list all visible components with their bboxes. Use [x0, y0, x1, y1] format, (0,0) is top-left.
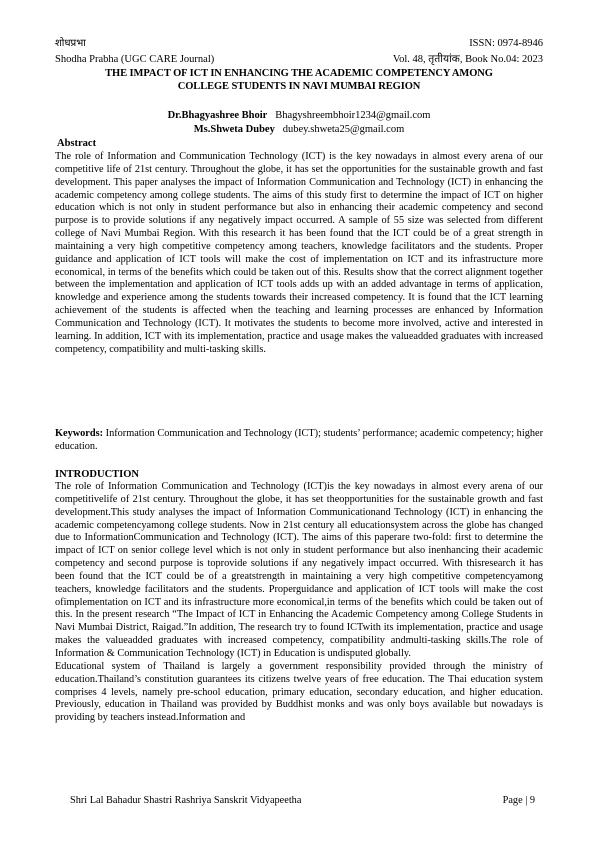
journal-hindi-name: शोधप्रभा [55, 38, 86, 49]
intro-paragraph-2: Educational system of Thailand is largely a government responsibility provided through the ministry of education.Thailand’s constitution guarantees its citizens twelve years of free education. The Thai education system comprises 4 levels, namely pre-school education, primary education, secondary education, and higher education. Previously, education in Thailand was provided by Buddhist monks and was only boys available but nowadays is providing by teachers instead.Information and [55, 660, 543, 724]
abstract-text: The role of Information and Communication Technology (ICT) is the key nowadays in almost every arena of our competitive life of 21st century. Throughout the globe, it has set the opportunities for the sustainable growth and fast development. This paper analyses the impact of Information Communication and Technology (ICT) in enhancing the academic competency among college students. The aims of this study first to determine the impact of ICT on higher education which is not only in student performance but also in enhancing their academic competency and second purpose is to provide solutions if any negatively impact occurred. A sample of 55 size was selected from different college of Navi Mumbai Region. With this research it has been found that the ICT could be of a great strength in maintaining a very high competitive competency among teachers, knowledge facilitators and the students. Proper guidance and application of ICT tools will make the cost of implementation on ICT and its infrastructure more economical, in terms of the benefits which could be taken out of this. Results show that the correct alignment together between the implementation and application of ICT tools adds up with an added advantage in terms of application, knowledge and experience among the students towards their increased competency. It is found that the ICT learning achievement of the students is affected when the teaching and learning processes are enhanced by Information Communication and Technology (ICT). It motivates the students to become more involved, active and interested in learning. In addition, ICT with its implementation, practice and usage makes the valueadded graduates with increased competency, compatibility and multi-tasking skills. [55, 151, 543, 355]
title-line-1: THE IMPACT OF ICT IN ENHANCING THE ACADEMIC COMPETENCY AMONG [105, 68, 493, 79]
author-1-email: Bhagyshreembhoir1234@gmail.com [275, 110, 431, 121]
volume-info: Vol. 48, तृतीयांक, Book No.04: 2023 [392, 54, 543, 65]
keywords-list: Information Communication and Technology (ICT); students’ performance; academic competency; higher education. [55, 428, 543, 452]
abstract-heading: Abstract [57, 138, 97, 149]
keywords [55, 428, 543, 454]
author-block [55, 109, 543, 136]
intro-paragraph-1: The role of Information Communication and Technology (ICT)is the key nowadays in almost every arena of our competitivelife of 21st century. Throughout the globe, it has set theopportunities for the sustainable growth and fast development.This study analyses the impact of Information Communicationand Technology (ICT) in enhancing the academic competencyamong college students. Now in 21st century all educationsystem across the globe has changed due to InformationCommunication and Technology (ICT). The aims of this paperare two-fold: first to determine the impact of ICT on senior college level which is not only in student performance but also inenhancing their academic competency and second purpose is toprovide solutions if any negatively impact occurred. With thisresearch it has been found that the ICT could be of a greatstrength in maintaining a very high competitive competencyamong teachers, knowledge facilitators and the students. Properguidance and application of ICT tools will make the cost ofimplementation on ICT and its infrastructure more economical,in terms of the benefits which could be taken out of this. In the present research “The Impact of ICT in Enhancing the Academic Competency among College Students in Navi Mumbai District, Raigad.”In addition, The research try to found ICTwith its implementation, practice and usage makes the valueadded graduates with increased competency, compatibility andmulti-tasking skills.The role of Information & Communication Technology (ICT) in Education is undisputed globally. [55, 481, 543, 659]
author-1 [55, 109, 543, 123]
author-2-name: Ms.Shweta Dubey [193, 123, 275, 135]
page-number: Page | 9 [502, 795, 535, 806]
journal-name: Shodha Prabha (UGC CARE Journal) [55, 54, 215, 65]
issn: ISSN: 0974-8946 [469, 38, 543, 49]
author-2-email: dubey.shweta25@gmail.com [282, 123, 405, 135]
author-2 [55, 123, 543, 137]
page-footer [70, 795, 535, 806]
header-row-bottom [55, 53, 543, 66]
introduction-body [55, 481, 543, 725]
author-1-name: Dr.Bhagyashree Bhoir [167, 110, 268, 121]
introduction-heading: INTRODUCTION [55, 469, 140, 480]
footer-institution: Shri Lal Bahadur Shastri Rashriya Sanskrit Vidyapeetha [70, 795, 302, 806]
header-row-top [55, 37, 543, 50]
title-line-2: COLLEGE STUDENTS IN NAVI MUMBAI REGION [177, 80, 421, 92]
paper-title [55, 68, 543, 93]
keywords-label: Keywords: [55, 428, 104, 439]
